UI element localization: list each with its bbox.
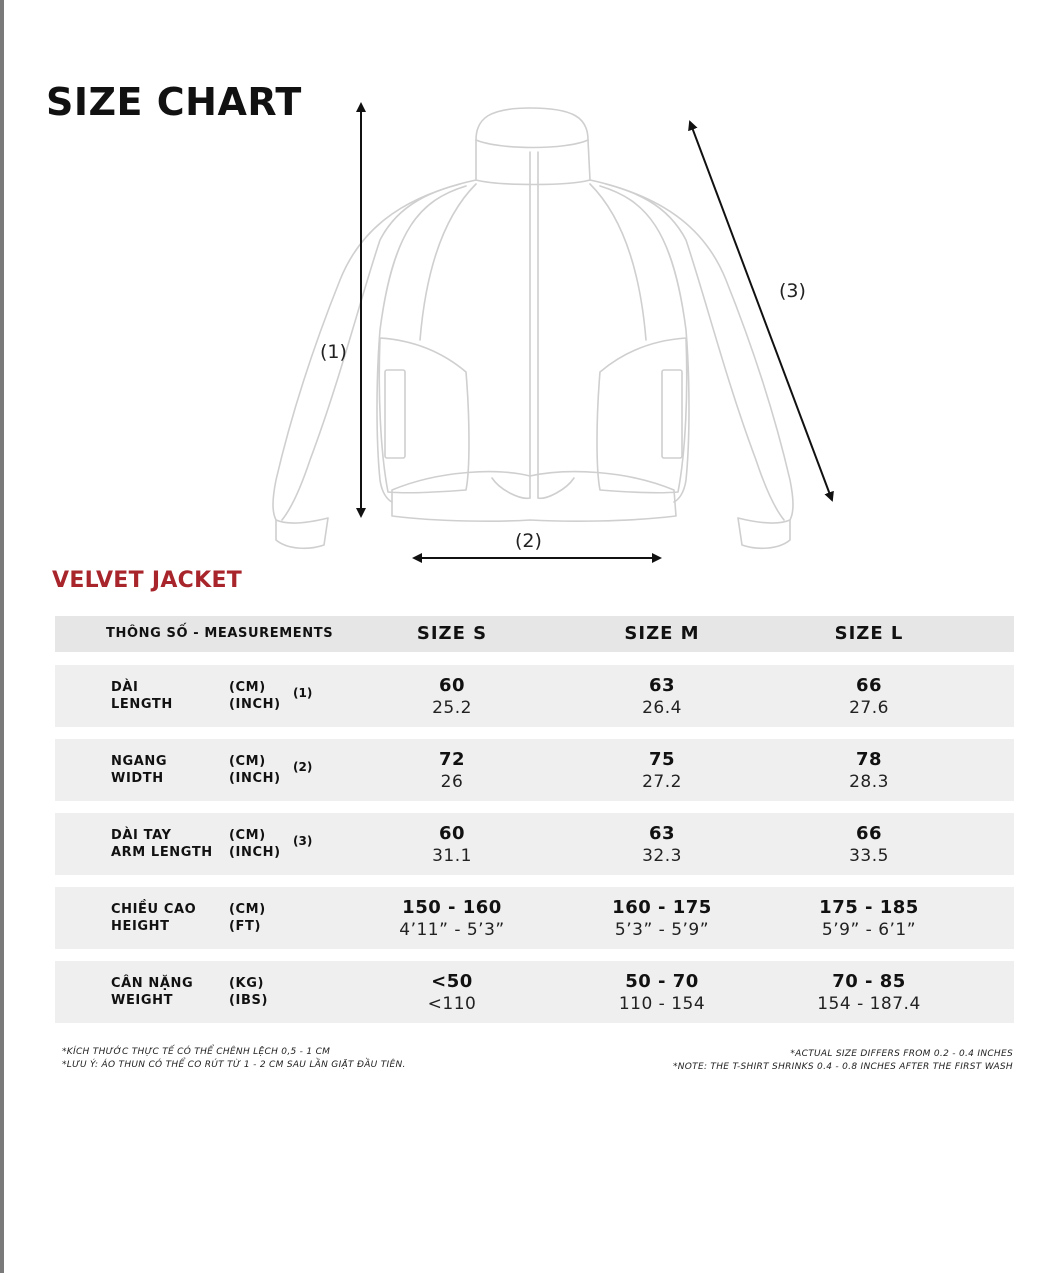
measurement-label [111, 827, 213, 861]
value-secondary: 31.1 [432, 846, 472, 866]
label-vietnamese: DÀI [111, 680, 139, 695]
size-value-cell [562, 675, 762, 719]
size-value-cell [352, 675, 552, 719]
size-value-cell [562, 897, 762, 941]
unit-primary: (CM) [229, 754, 266, 769]
value-primary: 78 [855, 749, 883, 770]
length-marker-label: (1) [320, 341, 347, 363]
label-english: LENGTH [111, 697, 173, 712]
value-secondary: 26 [440, 772, 464, 792]
value-primary: 160 - 175 [612, 897, 712, 918]
unit-secondary: (INCH) [229, 771, 281, 786]
note-line: *LƯU Ý: ÁO THUN CÓ THỂ CO RÚT TỪ 1 - 2 CM SAU LẦN GIẶT ĐẦU TIÊN. [62, 1060, 406, 1070]
label-english: WIDTH [111, 771, 164, 786]
value-secondary: 5’9” - 6’1” [821, 920, 917, 940]
table-row [55, 887, 1014, 949]
measurement-units [229, 975, 268, 1009]
size-value-cell [562, 971, 762, 1015]
label-vietnamese: CHIỀU CAO [111, 902, 197, 917]
unit-secondary: (IBS) [229, 993, 268, 1008]
label-english: ARM LENGTH [111, 845, 213, 860]
note-line: *KÍCH THƯỚC THỰC TẾ CÓ THỂ CHÊNH LỆCH 0,5 - 1 CM [62, 1047, 331, 1057]
value-primary: 70 - 85 [832, 971, 906, 992]
value-primary: 150 - 160 [402, 897, 502, 918]
value-secondary: 25.2 [432, 698, 472, 718]
value-secondary: 27.6 [849, 698, 889, 718]
arm-marker-label: (3) [779, 280, 806, 302]
unit-secondary: (FT) [229, 919, 262, 934]
value-primary: 72 [438, 749, 466, 770]
diagram-ref: (1) [293, 686, 313, 700]
note-line: *ACTUAL SIZE DIFFERS FROM 0.2 - 0.4 INCHES [790, 1049, 1013, 1059]
notes-vietnamese [62, 1046, 406, 1072]
value-secondary: 33.5 [849, 846, 889, 866]
value-secondary: 26.4 [642, 698, 682, 718]
unit-primary: (CM) [229, 680, 266, 695]
label-english: WEIGHT [111, 993, 174, 1008]
size-value-cell [352, 971, 552, 1015]
value-secondary: 110 - 154 [618, 994, 706, 1014]
size-l-header: SIZE L [834, 623, 904, 644]
unit-primary: (CM) [229, 902, 266, 917]
value-primary: 63 [648, 823, 676, 844]
value-primary: <50 [431, 971, 473, 992]
label-vietnamese: CÂN NẶNG [111, 976, 194, 991]
label-english: HEIGHT [111, 919, 170, 934]
size-m-header: SIZE M [624, 623, 700, 644]
size-value-cell [769, 971, 969, 1015]
size-s-header: SIZE S [416, 623, 488, 644]
size-value-cell [769, 823, 969, 867]
measurement-label [111, 975, 193, 1009]
value-secondary: 27.2 [642, 772, 682, 792]
measurements-header: THÔNG SỐ - MEASUREMENTS [106, 626, 334, 641]
value-secondary: 32.3 [642, 846, 682, 866]
value-primary: 75 [648, 749, 676, 770]
size-value-cell [352, 823, 552, 867]
diagram-ref: (3) [293, 834, 313, 848]
table-header [55, 616, 1014, 652]
unit-secondary: (INCH) [229, 845, 281, 860]
value-primary: 175 - 185 [819, 897, 919, 918]
table-row [55, 665, 1014, 727]
label-vietnamese: DÀI TAY [111, 828, 172, 843]
size-value-cell [562, 823, 762, 867]
value-primary: 63 [648, 675, 676, 696]
value-secondary: 5’3” - 5’9” [614, 920, 710, 940]
jacket-outline [273, 108, 793, 548]
jacket-diagram [0, 0, 1064, 600]
label-vietnamese: NGANG [111, 754, 168, 769]
measurement-label [111, 753, 167, 787]
notes-english [673, 1048, 1013, 1074]
page-title: SIZE CHART [46, 80, 302, 124]
measurement-units [229, 901, 266, 935]
table-row [55, 739, 1014, 801]
value-primary: 50 - 70 [625, 971, 699, 992]
value-secondary: <110 [427, 994, 477, 1014]
unit-secondary: (INCH) [229, 697, 281, 712]
note-line: *NOTE: THE T-SHIRT SHRINKS 0.4 - 0.8 INCHES AFTER THE FIRST WASH [672, 1062, 1013, 1072]
value-primary: 66 [855, 823, 883, 844]
size-value-cell [562, 749, 762, 793]
value-primary: 66 [855, 675, 883, 696]
diagram-ref: (2) [293, 760, 313, 774]
size-value-cell [352, 749, 552, 793]
value-primary: 60 [438, 823, 466, 844]
measurement-units [229, 827, 281, 861]
value-secondary: 4’11” - 5’3” [399, 920, 505, 940]
measurement-arrows [361, 104, 832, 558]
measurement-units [229, 679, 281, 713]
measurement-label [111, 901, 196, 935]
table-row [55, 961, 1014, 1023]
unit-primary: (CM) [229, 828, 266, 843]
width-marker-label: (2) [515, 530, 542, 552]
measurement-label [111, 679, 173, 713]
value-primary: 60 [438, 675, 466, 696]
size-value-cell [769, 749, 969, 793]
table-row [55, 813, 1014, 875]
size-value-cell [769, 897, 969, 941]
value-secondary: 28.3 [849, 772, 889, 792]
size-value-cell [769, 675, 969, 719]
product-name: VELVET JACKET [52, 568, 243, 593]
size-value-cell [352, 897, 552, 941]
measurement-units [229, 753, 281, 787]
value-secondary: 154 - 187.4 [817, 994, 921, 1014]
unit-primary: (KG) [229, 976, 265, 991]
